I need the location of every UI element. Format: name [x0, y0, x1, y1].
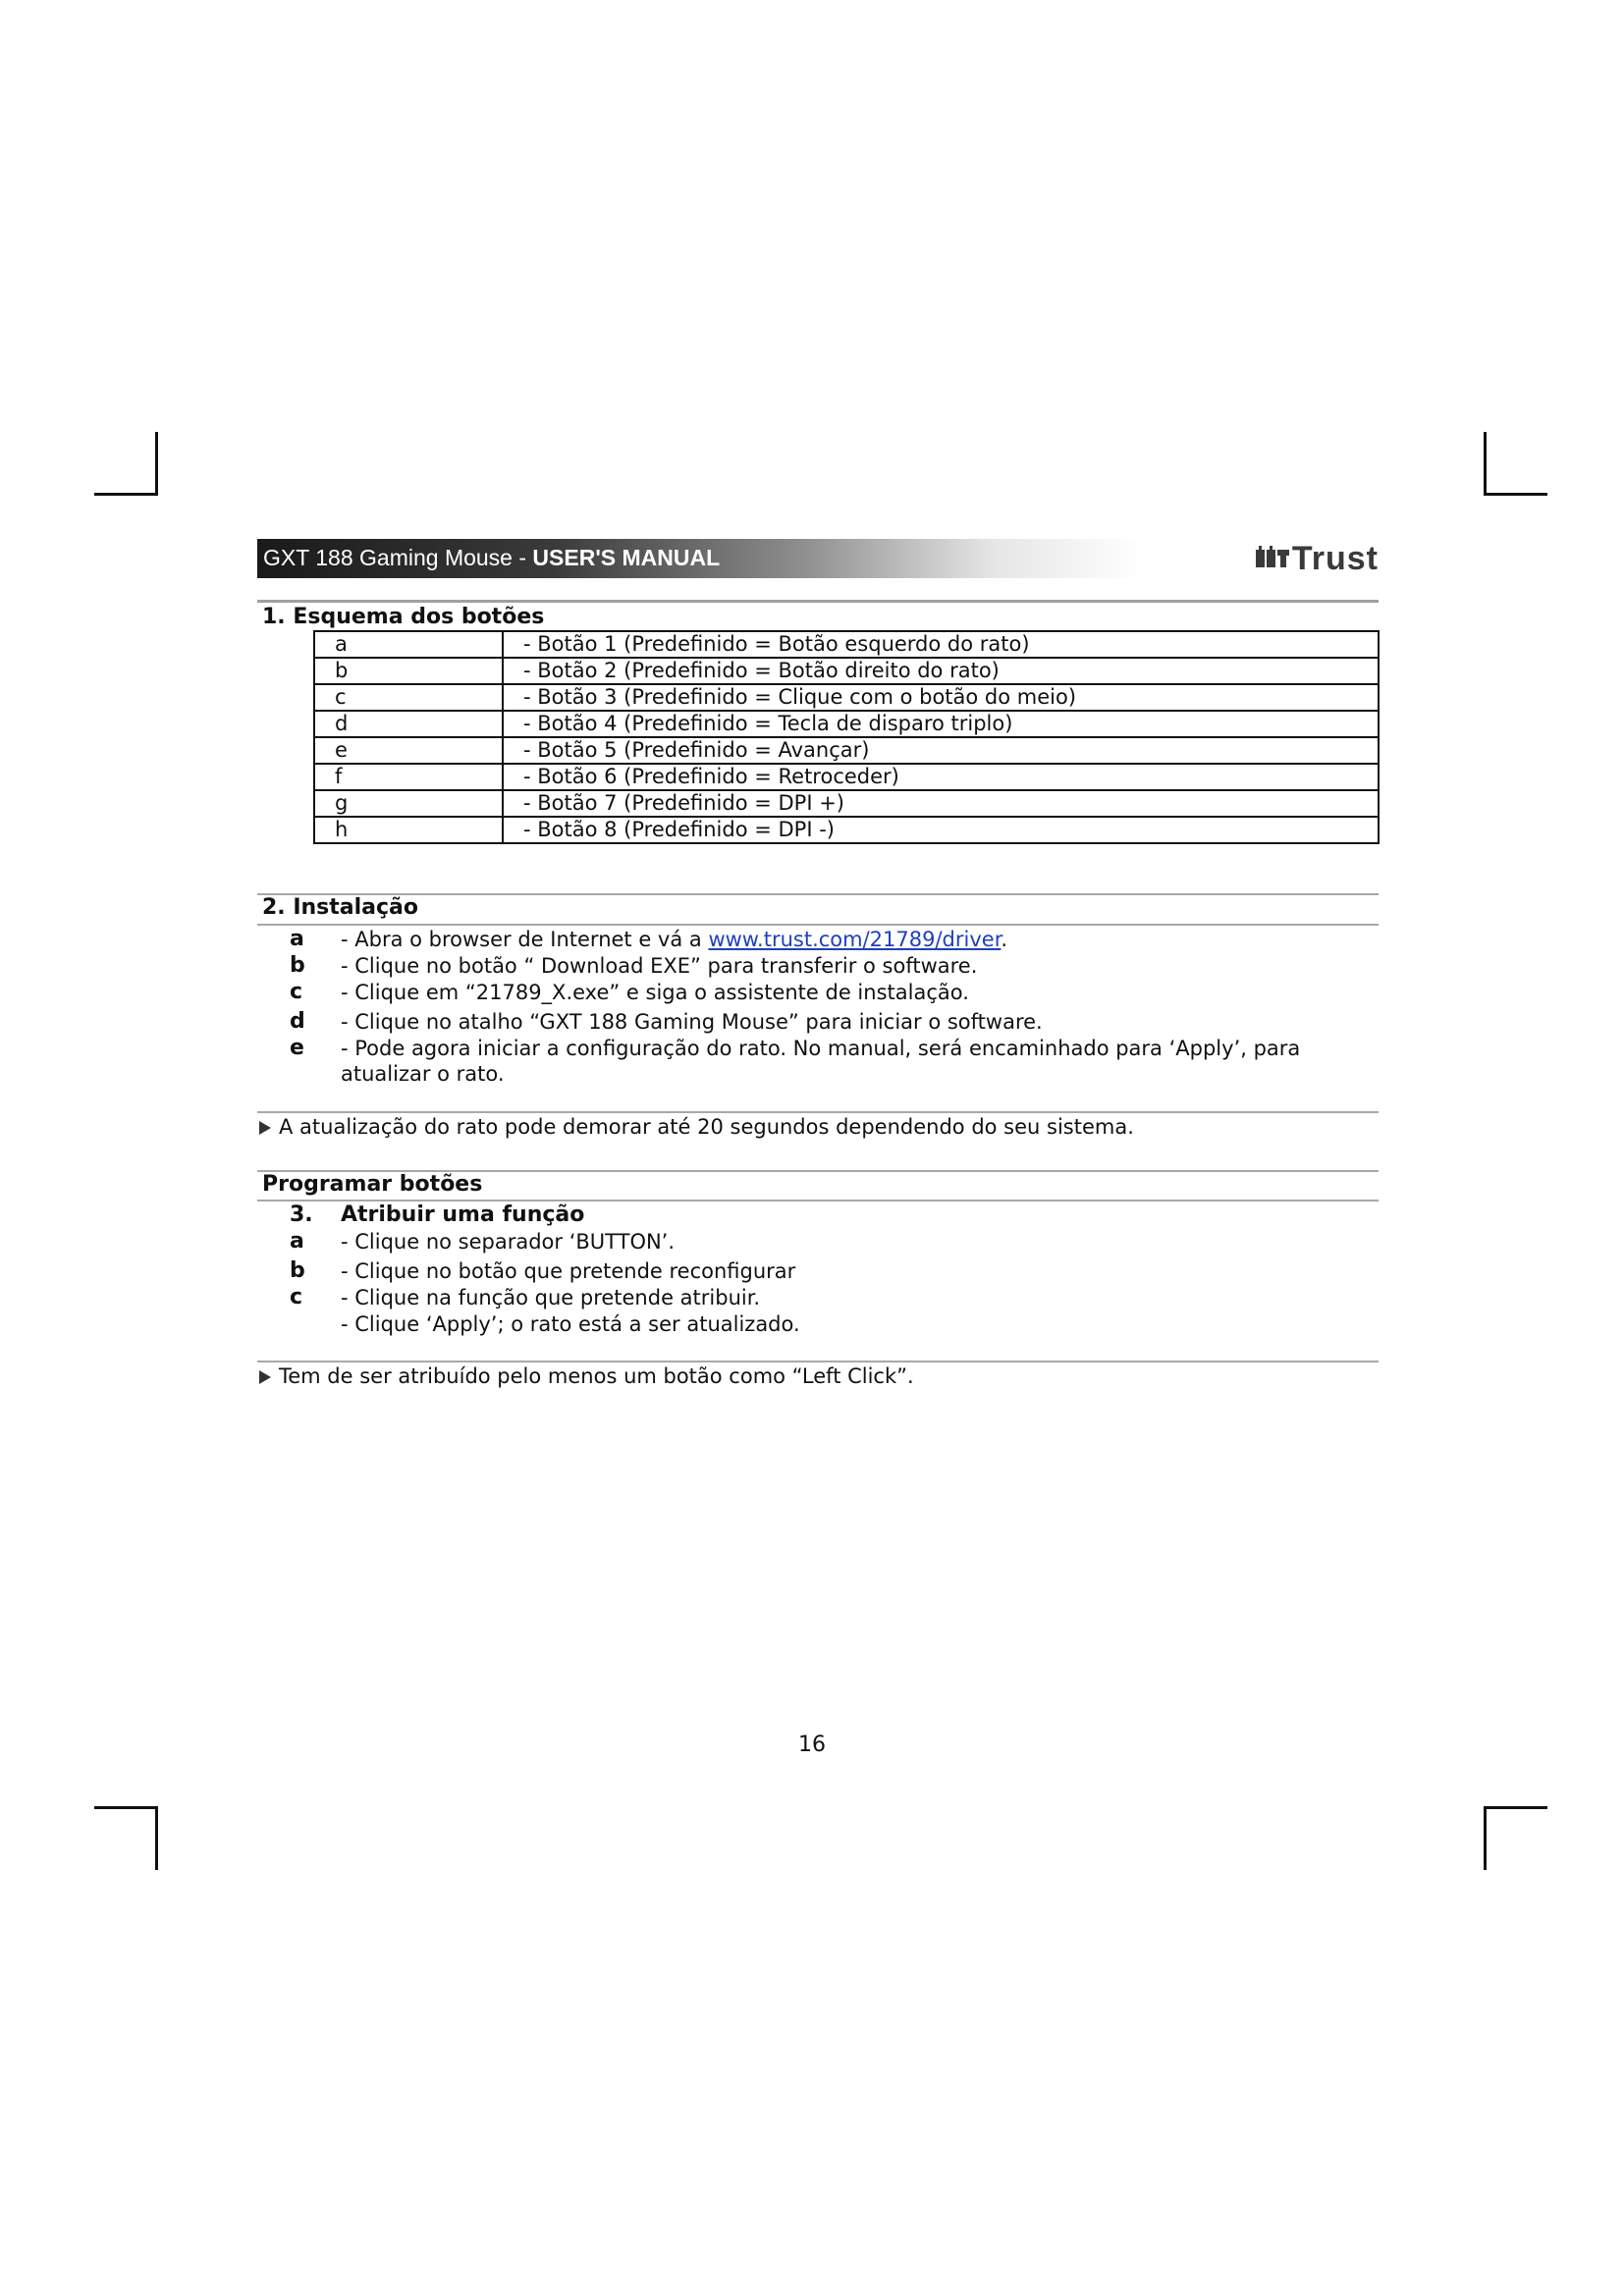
button-row-d	[314, 711, 1379, 737]
header-title	[263, 545, 720, 571]
button-key: c	[314, 684, 503, 711]
section-2-rule-bottom	[257, 924, 1379, 926]
button-key: a	[314, 631, 503, 658]
crop-mark-bottom-left	[94, 1806, 158, 1870]
section-2-title: 2. Instalação	[262, 895, 419, 920]
step-text: - Clique em “21789_X.exe” e siga o assistente de instalação.	[341, 981, 969, 1004]
arrow-icon	[259, 1121, 271, 1135]
trust-logo-icon	[1256, 546, 1289, 571]
button-description: - Botão 5 (Predefinido = Avançar)	[503, 737, 1379, 764]
step-text: - Clique no atalho “GXT 188 Gaming Mouse” para iniciar o software.	[341, 1010, 1043, 1034]
button-row-g	[314, 790, 1379, 817]
button-key: h	[314, 817, 503, 843]
step-text-after: .	[1001, 928, 1008, 951]
button-key: e	[314, 737, 503, 764]
update-note-text: A atualização do rato pode demorar até 20 segundos dependendo do seu sistema.	[279, 1115, 1134, 1139]
button-key: b	[314, 658, 503, 684]
heading-number: 3.	[290, 1202, 313, 1227]
button-row-e	[314, 737, 1379, 764]
step-text	[341, 927, 1381, 952]
step-text: - Clique no botão “ Download EXE” para transferir o software.	[341, 954, 978, 978]
step-text: - Pode agora iniciar a configuração do rato. No manual, será encaminhado para ‘Apply’, para atualizar o rato.	[341, 1037, 1301, 1086]
step-letter: a	[290, 927, 304, 951]
button-row-b	[314, 658, 1379, 684]
page-header	[257, 539, 1379, 578]
button-description: - Botão 8 (Predefinido = DPI -)	[503, 817, 1379, 843]
step-text-before: - Abra o browser de Internet e vá a	[341, 928, 709, 951]
button-row-c	[314, 684, 1379, 711]
button-row-f	[314, 764, 1379, 790]
button-layout-table	[313, 630, 1380, 844]
section-3-title: Programar botões	[262, 1172, 483, 1197]
crop-mark-top-left	[94, 432, 158, 496]
section-2-rule-top	[257, 893, 1379, 895]
step-letter: b	[290, 1258, 305, 1283]
step-letter: c	[290, 1285, 303, 1309]
trust-logo-text: Trust	[1291, 539, 1379, 577]
step-letter: b	[290, 953, 305, 978]
header-divider	[257, 600, 1379, 603]
note-2-rule	[257, 1361, 1379, 1362]
update-note	[259, 1115, 1134, 1139]
step-text: - Clique na função que pretende atribuir.	[341, 1286, 761, 1309]
left-click-note-text: Tem de ser atribuído pelo menos um botão como “Left Click”.	[279, 1364, 914, 1388]
step-letter: a	[290, 1229, 304, 1254]
header-title-plain: GXT 188 Gaming Mouse -	[263, 545, 533, 570]
button-description: - Botão 2 (Predefinido = Botão direito do rato)	[503, 658, 1379, 684]
left-click-note	[259, 1364, 914, 1388]
step-text: - Clique no botão que pretende reconfigurar	[341, 1259, 796, 1283]
button-description: - Botão 3 (Predefinido = Clique com o botão do meio)	[503, 684, 1379, 711]
button-key: g	[314, 790, 503, 817]
crop-mark-bottom-right	[1484, 1806, 1547, 1870]
step-letter: e	[290, 1036, 304, 1060]
driver-download-link[interactable]: www.trust.com/21789/driver	[708, 928, 1001, 951]
step-text: - Clique ‘Apply’; o rato está a ser atualizado.	[341, 1312, 800, 1336]
arrow-icon	[259, 1370, 271, 1384]
header-title-bar	[257, 539, 1239, 578]
assign-function-heading	[290, 1202, 584, 1227]
button-key: f	[314, 764, 503, 790]
button-description: - Botão 6 (Predefinido = Retroceder)	[503, 764, 1379, 790]
button-row-h	[314, 817, 1379, 843]
button-key: d	[314, 711, 503, 737]
button-description: - Botão 4 (Predefinido = Tecla de disparo triplo)	[503, 711, 1379, 737]
page-number: 16	[798, 1733, 826, 1757]
header-title-bold: USER'S MANUAL	[532, 545, 721, 570]
section-1-title: 1. Esquema dos botões	[262, 605, 545, 629]
crop-mark-top-right	[1484, 432, 1547, 496]
step-text: - Clique no separador ‘BUTTON’.	[341, 1230, 676, 1254]
heading-text: Atribuir uma função	[341, 1202, 585, 1227]
button-description: - Botão 1 (Predefinido = Botão esquerdo do rato)	[503, 631, 1379, 658]
button-description: - Botão 7 (Predefinido = DPI +)	[503, 790, 1379, 817]
trust-logo	[1256, 539, 1379, 578]
step-letter: c	[290, 980, 303, 1004]
step-letter: d	[290, 1009, 305, 1034]
section-3-rule-bottom	[257, 1200, 1379, 1201]
note-1-rule	[257, 1111, 1379, 1113]
button-row-a	[314, 631, 1379, 658]
